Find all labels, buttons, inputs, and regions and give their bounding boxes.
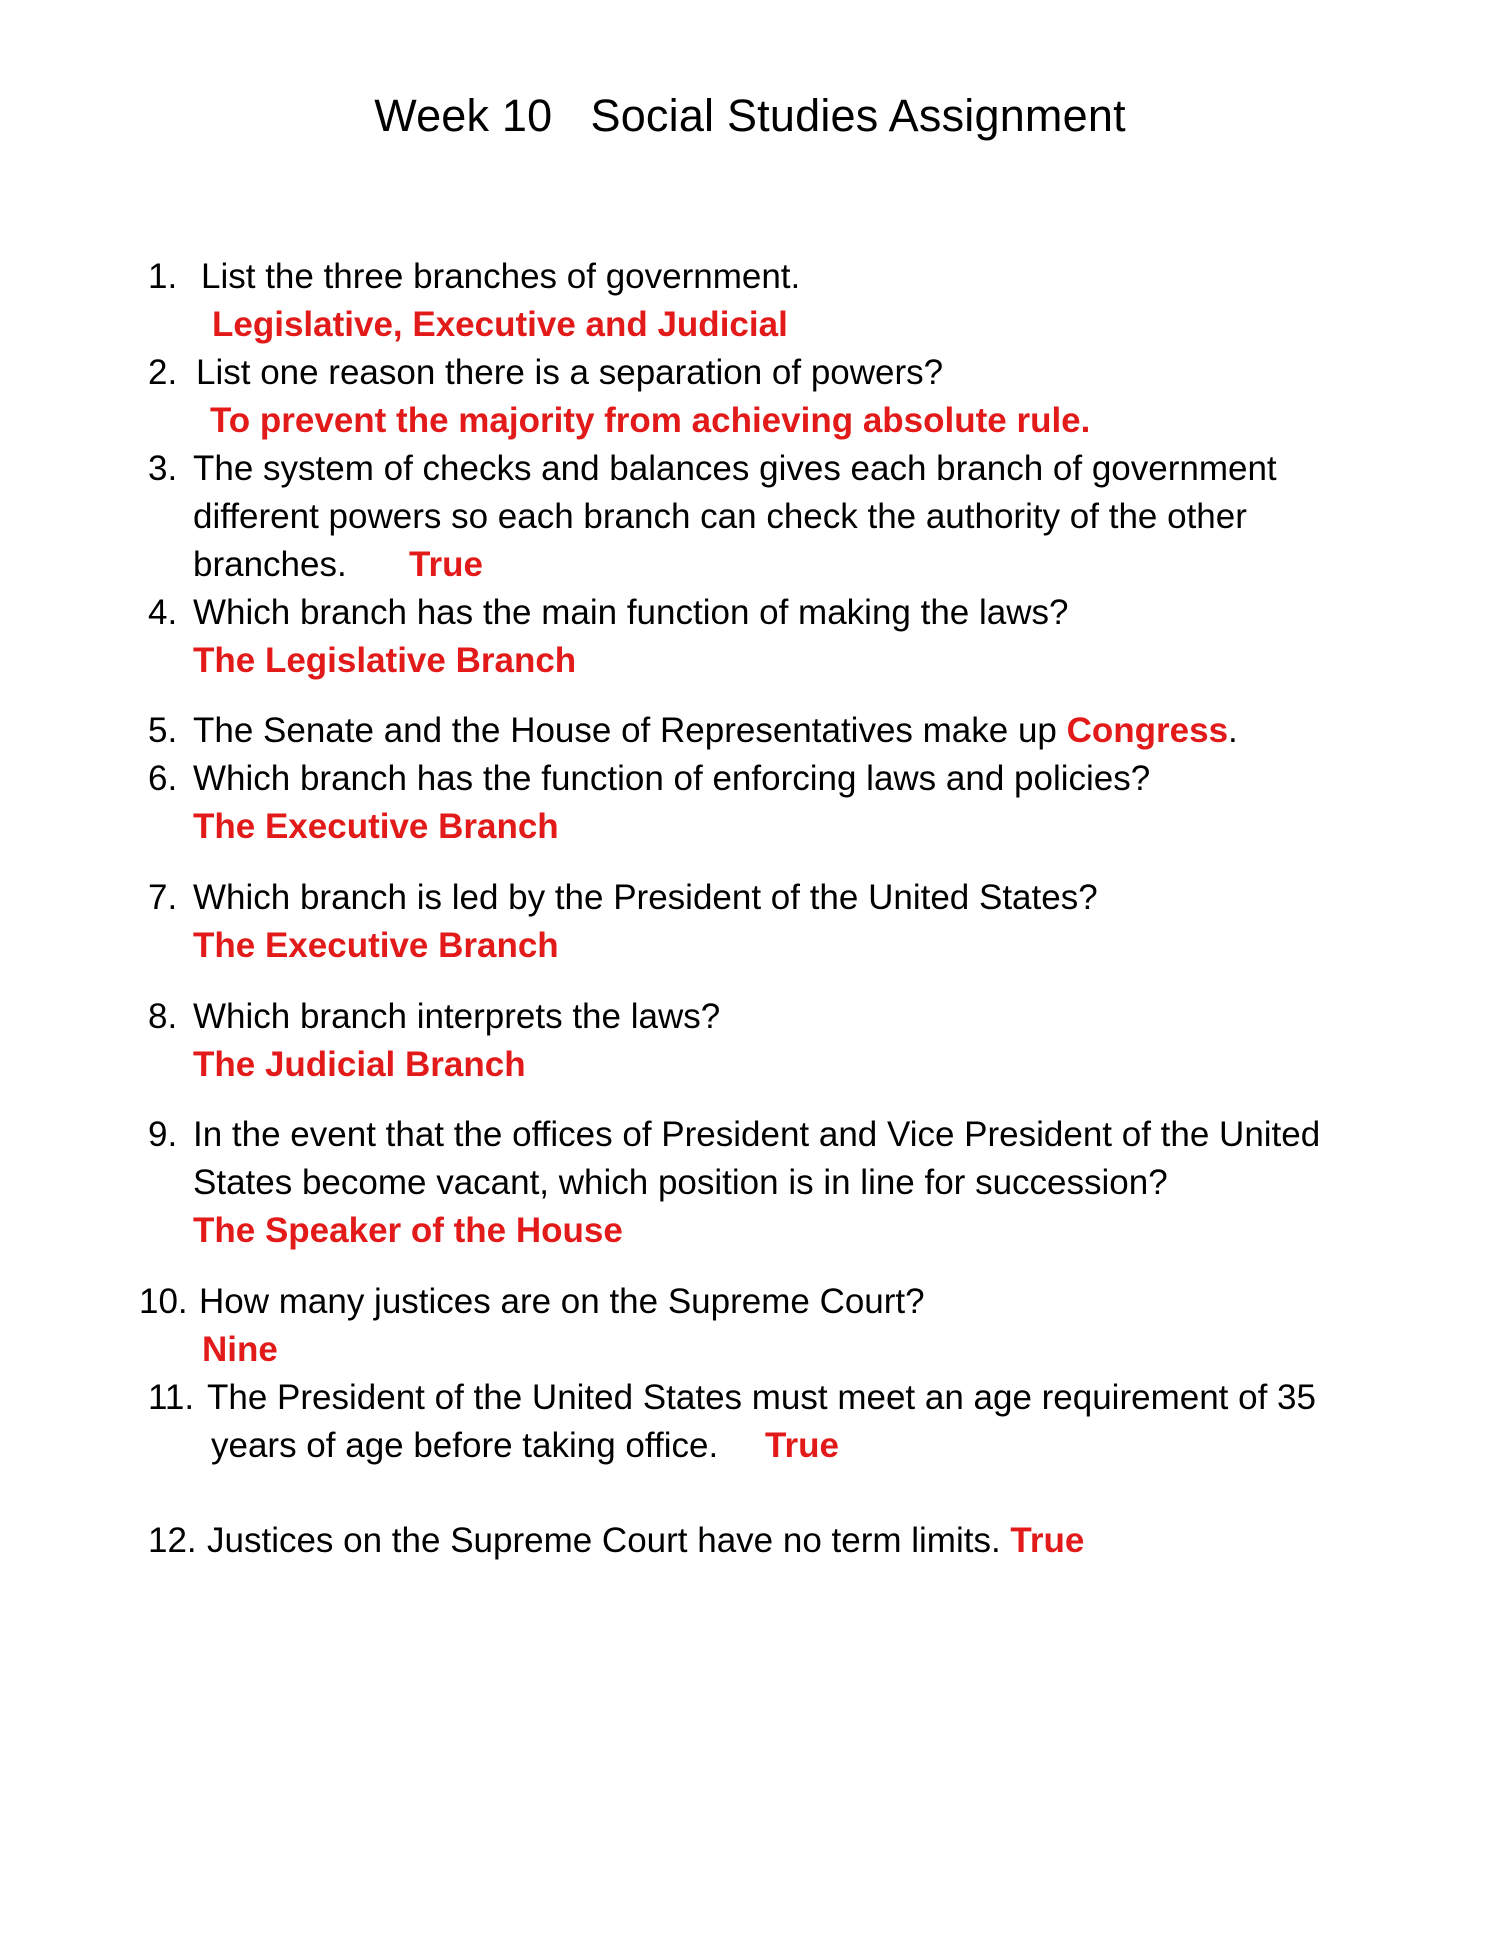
question-text: Which branch has the function of enforcing laws and policies? — [193, 759, 1151, 798]
answer-text: Nine — [202, 1330, 278, 1369]
question-text: How many justices are on the Supreme Court? — [199, 1282, 925, 1321]
question-number: 10. — [139, 1282, 188, 1321]
question-number: 11. — [148, 1378, 195, 1417]
question-text: The system of checks and balances gives each branch of government — [193, 449, 1277, 488]
answer-text: Legislative, Executive and Judicial — [212, 305, 788, 344]
question-number: 12. — [148, 1521, 197, 1560]
question-text — [193, 708, 1238, 754]
question-text-main: Justices on the Supreme Court have no term limits. — [207, 1521, 1001, 1560]
question-number: 1. — [148, 257, 178, 296]
question-suffix: . — [1228, 711, 1238, 750]
question-text: branches. — [193, 545, 347, 584]
answer-text: True — [765, 1426, 839, 1465]
answer-text: The Executive Branch — [193, 807, 559, 846]
question-number: 6. — [148, 759, 178, 798]
answer-text: True — [409, 545, 483, 584]
question-number: 4. — [148, 593, 178, 632]
question-text: In the event that the offices of President and Vice President of the United — [193, 1115, 1321, 1154]
question-text: different powers so each branch can check the authority of the other — [193, 497, 1247, 536]
question-text: Which branch interprets the laws? — [193, 997, 721, 1036]
question-number: 5. — [148, 711, 178, 750]
question-text: The President of the United States must meet an age requirement of 35 — [207, 1378, 1316, 1417]
answer-text: True — [1010, 1521, 1085, 1560]
answer-text: The Speaker of the House — [193, 1211, 623, 1250]
question-text: Which branch has the main function of making the laws? — [193, 593, 1069, 632]
question-text: Which branch is led by the President of the United States? — [193, 878, 1098, 917]
page-title: Week 10 Social Studies Assignment — [374, 90, 1126, 141]
question-text: States become vacant, which position is in line for succession? — [193, 1163, 1168, 1202]
question-text-main: The Senate and the House of Representatives make up — [193, 711, 1057, 750]
question-number: 8. — [148, 997, 178, 1036]
answer-text: The Judicial Branch — [193, 1045, 526, 1084]
question-text: List one reason there is a separation of powers? — [196, 353, 944, 392]
answer-text: To prevent the majority from achieving absolute rule. — [210, 401, 1091, 440]
answer-text: The Legislative Branch — [193, 641, 577, 680]
question-text: years of age before taking office. — [211, 1426, 719, 1465]
answer-text: The Executive Branch — [193, 926, 559, 965]
question-number: 9. — [148, 1115, 178, 1154]
question-text: List the three branches of government. — [201, 257, 801, 296]
question-number: 7. — [148, 878, 178, 917]
question-number: 2. — [148, 353, 178, 392]
question-text — [207, 1518, 1084, 1564]
answer-text: Congress — [1066, 711, 1229, 750]
question-number: 3. — [148, 449, 178, 488]
